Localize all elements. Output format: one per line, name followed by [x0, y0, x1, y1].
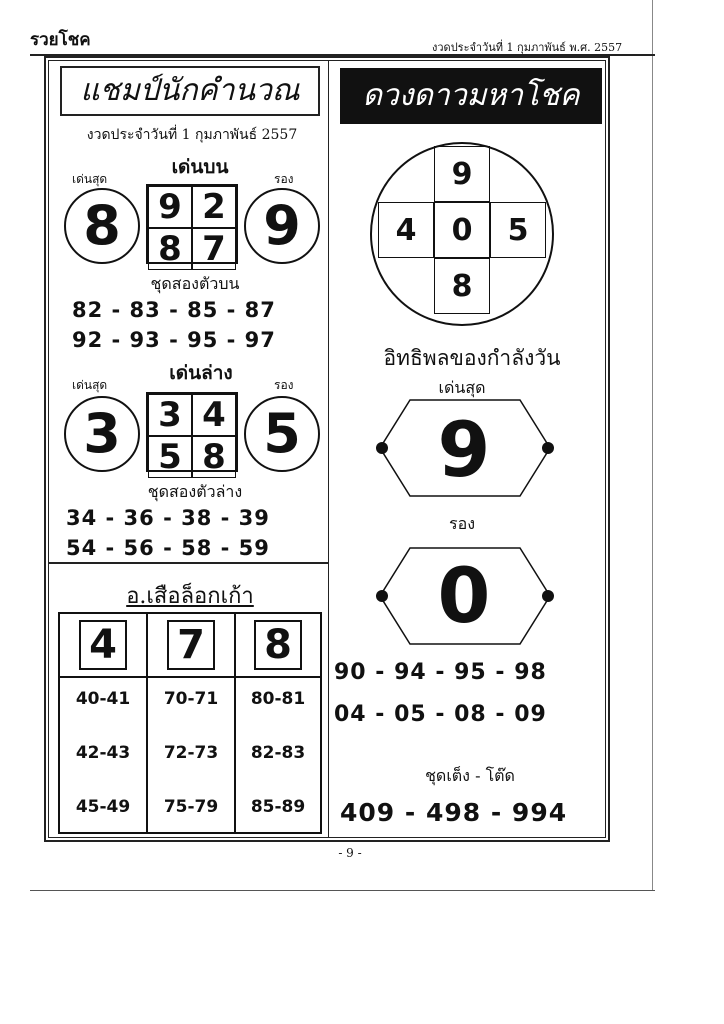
- upper-grid-cell: 8: [148, 228, 192, 270]
- lower-grid-cell: 5: [148, 436, 192, 478]
- power-title: อิทธิพลของกำลังวัน: [383, 346, 561, 370]
- lower-grid-cell: 8: [192, 436, 236, 478]
- tiger-pair: 85-89: [250, 797, 306, 817]
- tiger-pair: 82-83: [250, 743, 306, 763]
- tiger-pair: 70-71: [163, 689, 219, 709]
- header-brand: รวยโชค: [30, 30, 91, 50]
- upper-second-label: รอง: [274, 172, 294, 186]
- right-row-1: 90 - 94 - 95 - 98: [334, 660, 547, 685]
- right-set-label: ชุดเต็ง - โต๊ด: [425, 766, 515, 785]
- lower-grid-cell: 4: [192, 394, 236, 436]
- upper-label: เด่นบน: [171, 156, 229, 178]
- upper-set-label: ชุดสองตัวบน: [150, 274, 240, 293]
- cross-left: 4: [378, 202, 434, 258]
- lower-set-label: ชุดสองตัวล่าง: [147, 482, 243, 501]
- tiger-number: 8: [254, 620, 302, 670]
- upper-row-2: 92 - 93 - 95 - 97: [72, 328, 276, 352]
- tiger-number-cell: [147, 613, 235, 677]
- tiger-number-cell: [235, 613, 321, 677]
- column-divider: [328, 60, 329, 838]
- upper-grid-cell: 7: [192, 228, 236, 270]
- right-row-2: 04 - 05 - 08 - 09: [334, 702, 547, 727]
- header-date: งวดประจำวันที่ 1 กุมภาพันธ์ พ.ศ. 2557: [432, 41, 623, 54]
- tiger-number: 7: [167, 620, 215, 670]
- lower-row-2: 54 - 56 - 58 - 59: [66, 536, 270, 560]
- right-panel-title: ดวงดาวมหาโชค: [340, 68, 602, 124]
- left-panel-title: แชมป์นักคำนวณ: [60, 66, 320, 116]
- cross-center: 0: [434, 202, 490, 258]
- tiger-pair: 45-49: [75, 797, 131, 817]
- upper-grid: [146, 184, 238, 269]
- right-best-label: เด่นสุด: [438, 378, 486, 397]
- right-second-number: 0: [437, 551, 491, 640]
- upper-grid-cell: 9: [148, 186, 192, 228]
- page-number: - 9 -: [338, 846, 362, 860]
- tiger-number: 4: [79, 620, 127, 670]
- lower-label: เด่นล่าง: [169, 362, 233, 384]
- cross-right: 5: [490, 202, 546, 258]
- lower-grid-cell: 3: [148, 394, 192, 436]
- tiger-pair: 42-43: [75, 743, 131, 763]
- lower-best-circle: 3: [64, 396, 140, 472]
- upper-best-circle: 8: [64, 188, 140, 264]
- right-second-label: รอง: [448, 514, 475, 533]
- upper-grid-cell: 2: [192, 186, 236, 228]
- lower-grid: [146, 392, 238, 477]
- right-set-row: 409 - 498 - 994: [340, 798, 568, 827]
- bottom-rule: [30, 890, 655, 891]
- tiger-pair: 40-41: [75, 689, 131, 709]
- tiger-pair: 75-79: [163, 797, 219, 817]
- upper-best-label: เด่นสุด: [72, 172, 108, 186]
- tiger-table: [58, 612, 322, 834]
- left-section-divider: [48, 562, 328, 564]
- lower-row-1: 34 - 36 - 38 - 39: [66, 506, 270, 530]
- page-edge-line: [652, 0, 653, 890]
- left-panel-date: งวดประจำวันที่ 1 กุมภาพันธ์ 2557: [86, 127, 298, 143]
- lower-second-label: รอง: [274, 378, 294, 392]
- tiger-pair: 80-81: [250, 689, 306, 709]
- right-best-number: 9: [437, 405, 491, 494]
- tiger-pair: 72-73: [163, 743, 219, 763]
- lower-second-circle: 5: [244, 396, 320, 472]
- upper-row-1: 82 - 83 - 85 - 87: [72, 298, 276, 322]
- upper-second-circle: 9: [244, 188, 320, 264]
- tiger-number-cell: [59, 613, 147, 677]
- lower-best-label: เด่นสุด: [72, 378, 108, 392]
- cross-bottom: 8: [434, 258, 490, 314]
- cross-top: 9: [434, 146, 490, 202]
- tiger-title: อ.เสือล็อกเก้า: [126, 584, 254, 609]
